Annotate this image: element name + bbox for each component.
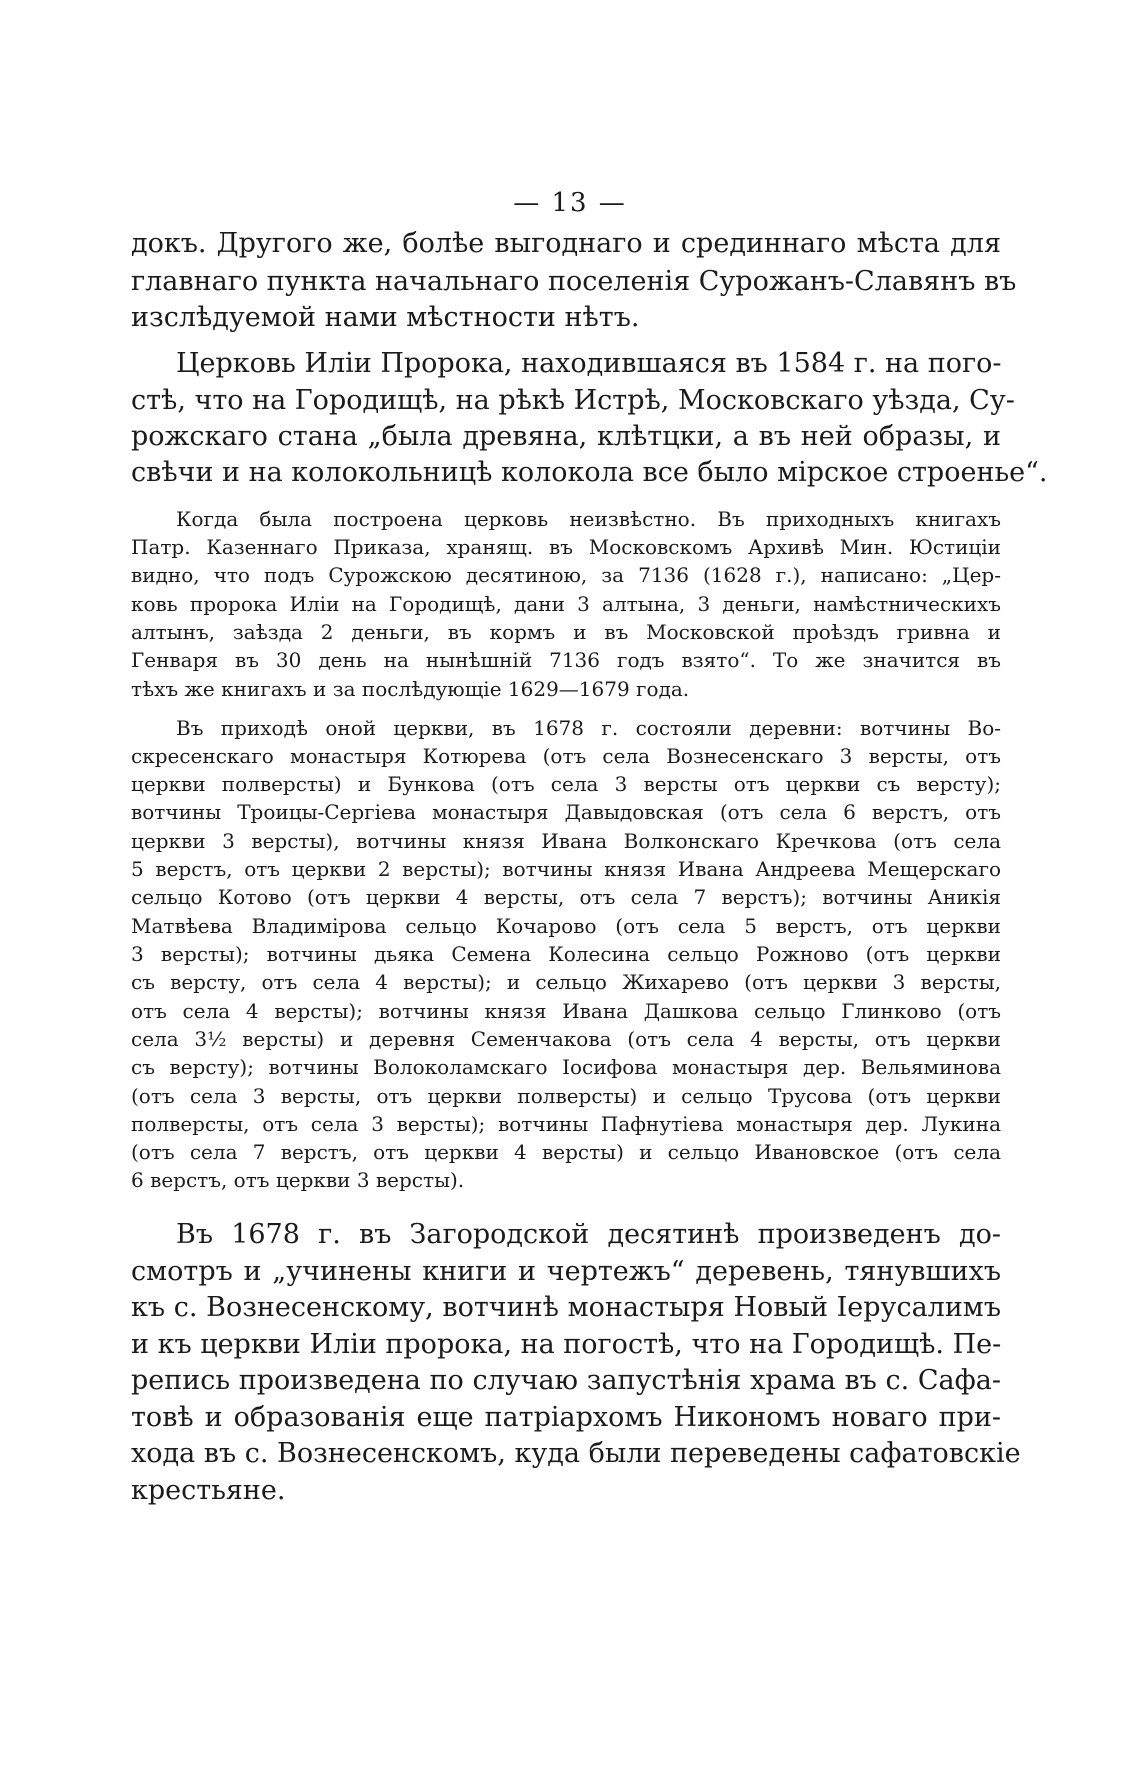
note2-line: отъ села 4 версты); вотчины князя Ивана Дашкова сельцо Глинково (отъ xyxy=(131,999,1001,1023)
page-number: — 13 — xyxy=(513,188,627,218)
paragraph3-line: репись произведена по случаю запустѣнія храма въ с. Сафа- xyxy=(131,1365,1001,1396)
note2-line: церкви полверсты) и Бункова (отъ села 3 версты отъ церкви съ версту); xyxy=(131,772,1001,796)
paragraph3-line: Въ 1678 г. въ Загородской десятинѣ произведенъ до- xyxy=(176,1219,1001,1250)
note2-line: съ версту); вотчины Волоколамскаго Іосифова монастыря дер. Вельяминова xyxy=(131,1055,1001,1079)
note2-line: Въ приходѣ оной церкви, въ 1678 г. состояли деревни: вотчины Во- xyxy=(176,716,1001,740)
note2-line: съ версту, отъ села 4 версты); и сельцо Жихарево (отъ церкви 3 версты, xyxy=(131,970,1001,994)
paragraph3-line: смотръ и „учинены книги и чертежъ“ деревень, тянувшихъ xyxy=(131,1256,1001,1287)
paragraph2-line: Церковь Иліи Пророка, находившаяся въ 1584 г. на пого- xyxy=(176,348,1002,379)
paragraph1-line: докъ. Другого же, болѣе выгоднаго и срединнаго мѣста для xyxy=(131,228,1001,259)
note2-line: 5 верстъ, отъ церкви 2 версты); вотчины князя Ивана Андреева Мещерскаго xyxy=(131,857,1001,881)
note1-line: алтынъ, заѣзда 2 деньги, въ кормъ и въ Московской проѣздъ гривна и xyxy=(131,620,1001,644)
note2-line: (отъ села 3 версты, отъ церкви полверсты) и сельцо Трусова (отъ церкви xyxy=(131,1084,1001,1108)
paragraph2-line: рожскаго стана „была древяна, клѣтцки, а въ ней образы, и xyxy=(131,421,1001,452)
note2-line: (отъ села 7 верстъ, отъ церкви 4 версты) и сельцо Ивановское (отъ села xyxy=(131,1140,1001,1164)
note2-line: церкви 3 версты), вотчины князя Ивана Волконскаго Кречкова (отъ села xyxy=(131,829,1001,853)
note2-line: 6 верстъ, отъ церкви 3 версты). xyxy=(131,1168,465,1192)
note2-line: сельцо Котово (отъ церкви 4 версты, отъ села 7 верстъ); вотчины Аникія xyxy=(131,885,1001,909)
paragraph3-line: и къ церкви Иліи пророка, на погостѣ, что на Городищѣ. Пе- xyxy=(131,1329,1002,1360)
paragraph2-line: свѣчи и на колокольницѣ колокола все было мірское строенье“. xyxy=(131,457,1048,488)
note1-line: Когда была построена церковь неизвѣстно. Въ приходныхъ книгахъ xyxy=(176,507,1001,531)
paragraph3-line: къ с. Вознесенскому, вотчинѣ монастыря Новый Іерусалимъ xyxy=(131,1292,1001,1323)
note1-line: Генваря въ 30 день на нынѣшній 7136 годъ взято“. То же значится въ xyxy=(131,648,1001,672)
paragraph1-line: главнаго пункта начальнаго поселенія Сурожанъ-Славянъ въ xyxy=(131,266,1017,297)
note1-line: Патр. Казеннаго Приказа, хранящ. въ Московскомъ Архивѣ Мин. Юстиціи xyxy=(131,535,1001,559)
note2-line: вотчины Троицы-Сергіева монастыря Давыдовская (отъ села 6 верстъ, отъ xyxy=(131,800,1001,824)
paragraph1-line: изслѣдуемой нами мѣстности нѣтъ. xyxy=(131,302,640,333)
note2-line: Матвѣева Владимірова сельцо Кочарово (отъ села 5 верстъ, отъ церкви xyxy=(131,914,1001,938)
paragraph2-line: стѣ, что на Городищѣ, на рѣкѣ Истрѣ, Московскаго уѣзда, Су- xyxy=(131,385,1015,416)
paragraph3-line: товѣ и образованія еще патріархомъ Никономъ новаго при- xyxy=(131,1402,1001,1433)
note2-line: скресенскаго монастыря Котюрева (отъ села Вознесенскаго 3 версты, отъ xyxy=(131,744,1001,768)
note1-line: тѣхъ же книгахъ и за послѣдующіе 1629—1679 года. xyxy=(131,677,690,701)
note1-line: видно, что подъ Сурожскою десятиною, за 7136 (1628 г.), написано: „Цер- xyxy=(131,563,1001,587)
paragraph3-line: хода въ с. Вознесенскомъ, куда были переведены сафатовскіе xyxy=(131,1438,1021,1469)
note1-line: ковь пророка Иліи на Городищѣ, дани 3 алтына, 3 деньги, намѣстническихъ xyxy=(131,592,1001,616)
note2-line: полверсты, отъ села 3 версты); вотчины Пафнутіева монастыря дер. Лукина xyxy=(131,1112,1001,1136)
note2-line: села 3½ версты) и деревня Семенчакова (отъ села 4 версты, отъ церкви xyxy=(131,1027,1001,1051)
paragraph3-line: крестьяне. xyxy=(131,1475,286,1506)
note2-line: 3 версты); вотчины дьяка Семена Колесина сельцо Рожново (отъ церкви xyxy=(131,942,1001,966)
